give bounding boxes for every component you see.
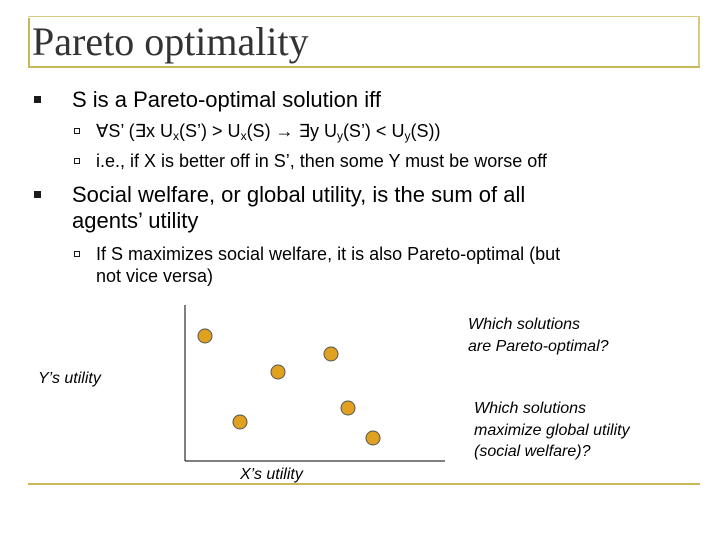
exists-symbol: ∃: [134, 121, 147, 141]
title-right-rule: [698, 16, 700, 68]
title-left-rule: [28, 18, 30, 68]
question-pareto-line1: Which solutions: [468, 316, 581, 333]
bullet-marker: [34, 96, 41, 103]
solution-dot: [198, 329, 212, 343]
solution-dot: [233, 415, 247, 429]
x-axis-label: X’s utility: [240, 466, 303, 483]
question-welfare-line3: (social welfare)?: [474, 443, 591, 460]
sub-bullet-welfare-implies-pareto-line2: not vice versa): [96, 266, 214, 286]
sub-bullet-formula: ∀S’ (∃x $U_x(S’) > U_x(S)$ → ∃y $U_y(S’) < U_y(S)$): [96, 121, 441, 143]
sub-bullet-marker: [74, 251, 80, 257]
y-axis-label: Y’s utility: [38, 370, 101, 387]
question-welfare-line2: maximize global utility: [474, 422, 630, 439]
forall-symbol: ∀: [96, 121, 109, 141]
footer-rule: [28, 483, 700, 485]
slide-title: Pareto optimality: [32, 19, 309, 64]
sub-bullet-welfare-implies-pareto-line1: If S maximizes social welfare, it is also Pareto-optimal (but: [96, 244, 561, 264]
question-pareto-line2: are Pareto-optimal?: [468, 338, 609, 355]
solution-dot: [271, 365, 285, 379]
sub-bullet-marker: [74, 158, 80, 164]
exists-symbol: ∃: [298, 121, 310, 141]
question-welfare-line1: Which solutions: [474, 400, 587, 417]
bullet-social-welfare-line2: agents’ utility: [72, 208, 199, 233]
solution-dot: [324, 347, 338, 361]
title-bottom-rule: [28, 66, 700, 68]
bullet-social-welfare-line1: Social welfare, or global utility, is the sum of all: [72, 182, 526, 207]
title-top-rule: [28, 16, 700, 17]
bullet-pareto-definition: S is a Pareto-optimal solution iff: [72, 87, 381, 112]
bullet-marker: [34, 191, 41, 198]
sub-bullet-explanation: i.e., if X is better off in S’, then some Y must be worse off: [96, 151, 547, 171]
solution-dot: [366, 431, 380, 445]
sub-bullet-marker: [74, 128, 80, 134]
solution-dot: [341, 401, 355, 415]
